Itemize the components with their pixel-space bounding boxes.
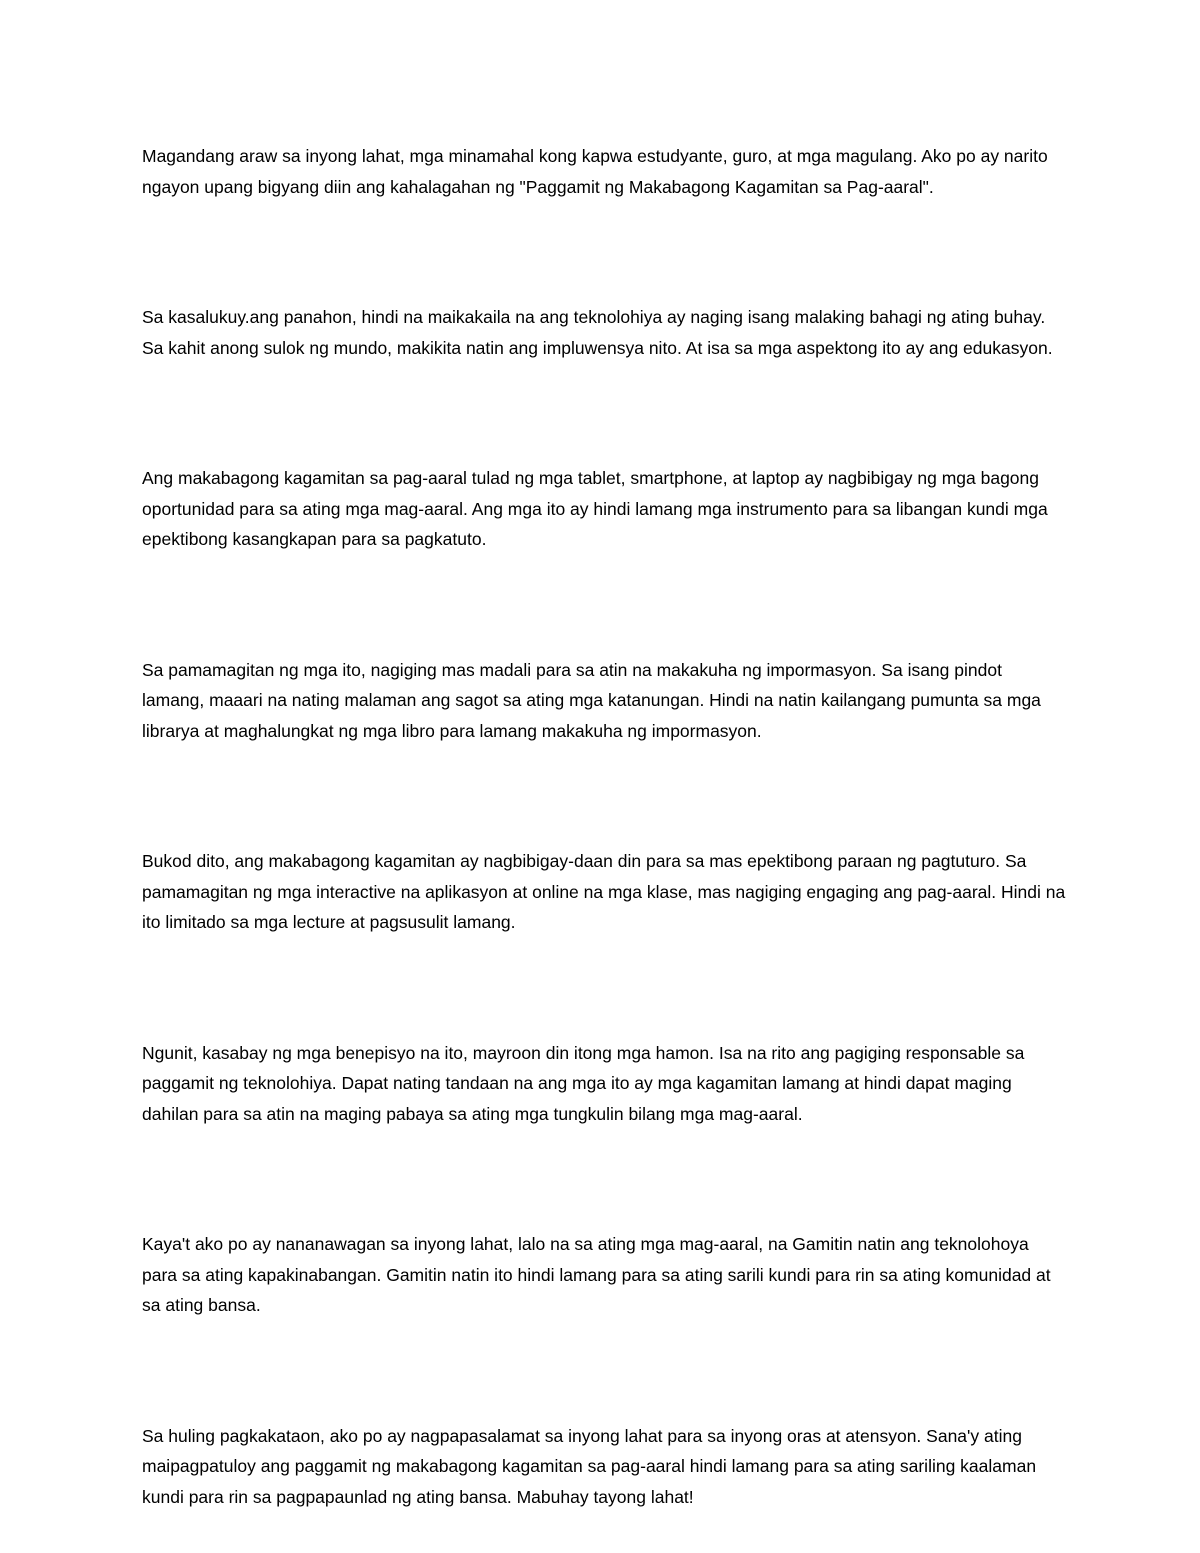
paragraph-6: Ngunit, kasabay ng mga benepisyo na ito, mayroon din itong mga hamon. Isa na rito ang pagiging responsable sa paggamit ng teknolohiya. Dapat nating tandaan na ang mga ito ay mga kagamitan lamang at hindi dapat maging dahilan para sa atin na maging pabaya sa ating mga tungkulin bilang mga mag-aaral. [142,1042,1025,1124]
paragraph-8: Sa huling pagkakataon, ako po ay nagpapasalamat sa inyong lahat para sa inyong oras at atensyon. Sana'y ating maipagpatuloy ang paggamit ng makabagong kagamitan sa pag-aaral hindi lamang para sa ating sariling kaalaman kundi para rin sa pagpapaunlad ng ating bansa. Mabuhay tayong lahat! [142,1425,1037,1507]
paragraph-5: Bukod dito, ang makabagong kagamitan ay nagbibigay-daan din para sa mas epektibong paraan ng pagtuturo. Sa pamamagitan ng mga interactive na aplikasyon at online na mga klase, mas nagiging engaging ang pag-aaral. Hindi na ito limitado sa mga lecture at pagsusulit lamang. [142,851,1066,932]
document-body [142,141,1067,1512]
paragraph-4: Sa pamamagitan ng mga ito, nagiging mas madali para sa atin na makakuha ng impormasyon. Sa isang pindot lamang, maaari na nating malaman ang sagot sa ating mga katanungan. Hindi na natin kailangang pumunta sa mga librarya at maghalungkat ng mga libro para lamang makakuha ng impormasyon. [142,659,1041,741]
paragraph-1: Magandang araw sa inyong lahat, mga minamahal kong kapwa estudyante, guro, at mga magulang. Ako po ay narito ngayon upang bigyang diin ang kahalagahan ng "Paggamit ng Makabagong Kagamitan sa Pag-aaral". [142,146,1048,197]
paragraph-2: Sa kasalukuy.ang panahon, hindi na maikakaila na ang teknolohiya ay naging isang malaking bahagi ng ating buhay. Sa kahit anong sulok ng mundo, makikita natin ang impluwensya nito. At isa sa mga aspektong ito ay ang edukasyon. [142,307,1053,358]
paragraph-7: Kaya't ako po ay nananawagan sa inyong lahat, lalo na sa ating mga mag-aaral, na Gamitin natin ang teknolohoya para sa ating kapakinabangan. Gamitin natin ito hindi lamang para sa ating sarili kundi para rin sa ating komunidad at sa ating bansa. [142,1234,1051,1315]
paragraph-3: Ang makabagong kagamitan sa pag-aaral tulad ng mga tablet, smartphone, at laptop ay nagbibigay ng mga bagong oportunidad para sa ating mga mag-aaral. Ang mga ito ay hindi lamang mga instrumento para sa libangan kundi mga epektibong kasangkapan para sa pagkatuto. [142,468,1048,549]
